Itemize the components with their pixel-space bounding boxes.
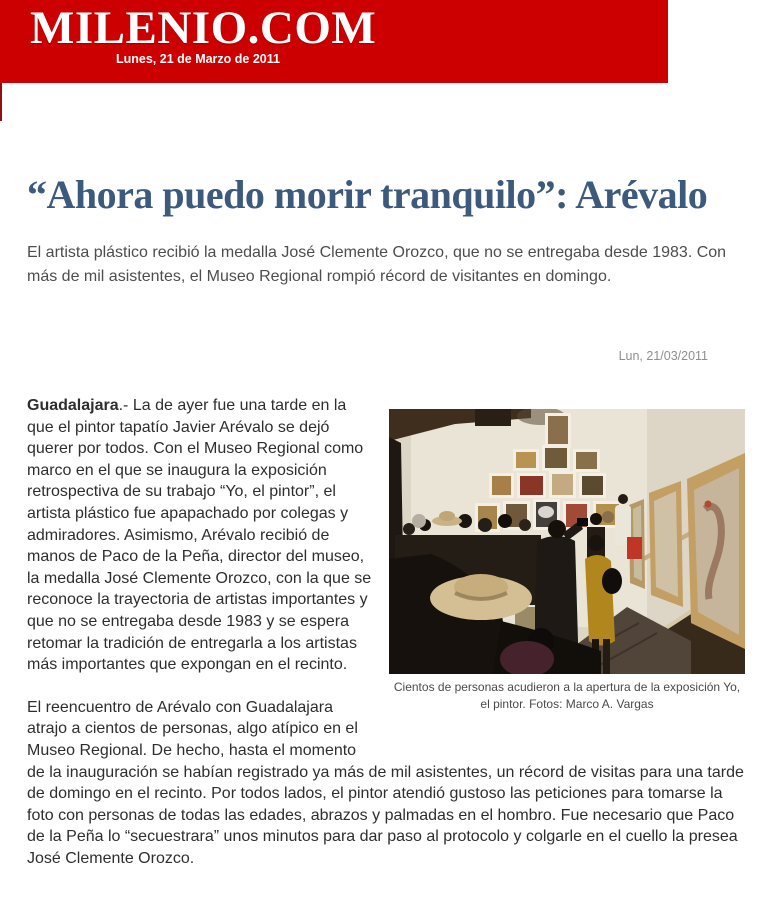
paragraph-2: El reencuentro de Arévalo con Guadalajara atrajo a cientos de personas, algo atípico en el Museo Regional. De hecho, hasta el momento de la inauguración se habían registrado ya más de mil asistentes, un récord de visitas para una tarde de domingo en el recinto. Por todos lados, el pintor atendió gustoso las peticiones para tomarse la foto con personas de todas las edades, abrazos y palmadas en el hombro. Fue necesario que Paco de la Peña lo “secuestrara” unos minutos para dar paso al protocolo y colgarle en el cuello la presea José Clemente Orozco. <box>27 698 744 867</box>
site-header <box>0 0 668 83</box>
red-bag <box>627 537 642 559</box>
left-accent-bar <box>0 83 2 121</box>
article-standfirst: El artista plástico recibió la medalla José Clemente Orozco, que no se entregaba desde 1983. Con más de mil asistentes, el Museo Regional rompió récord de visitantes en domingo. <box>27 244 727 285</box>
article-page <box>0 171 760 899</box>
milenio-logo[interactable]: MILENIO.COM <box>30 2 377 54</box>
article-dateline: Lun, 21/03/2011 <box>618 349 708 363</box>
gallery-exhibition-photo <box>389 409 745 674</box>
article-photo-block <box>389 409 745 712</box>
dateline-location: Guadalajara <box>27 397 119 414</box>
article-body <box>27 395 745 869</box>
paragraph-1-text: .- La de ayer fue una tarde en la que el pintor tapatío Javier Arévalo se dejó querer por todos. Con el Museo Regional como marco en el que se inaugura la exposición retrospectiva de su trabajo “Yo, el pintor”, el artista plástico fue apapachado por colegas y admiradores. Asimismo, Arévalo recibió de manos de Paco de la Peña, director del museo, la medalla José Clemente Orozco, con la que se reconoce la trayectoria de artistas importantes y que no se entregaba desde 1983 y se espera retomar la tradición de entregarla a los artistas más importantes que expongan en el recinto. <box>27 397 372 674</box>
header-date: Lunes, 21 de Marzo de 2011 <box>116 52 280 66</box>
article-headline: “Ahora puedo morir tranquilo”: Arévalo <box>27 172 708 217</box>
photo-caption: Cientos de personas acudieron a la apertura de la exposición Yo, el pintor. Fotos: Marco A. Vargas <box>393 680 741 711</box>
